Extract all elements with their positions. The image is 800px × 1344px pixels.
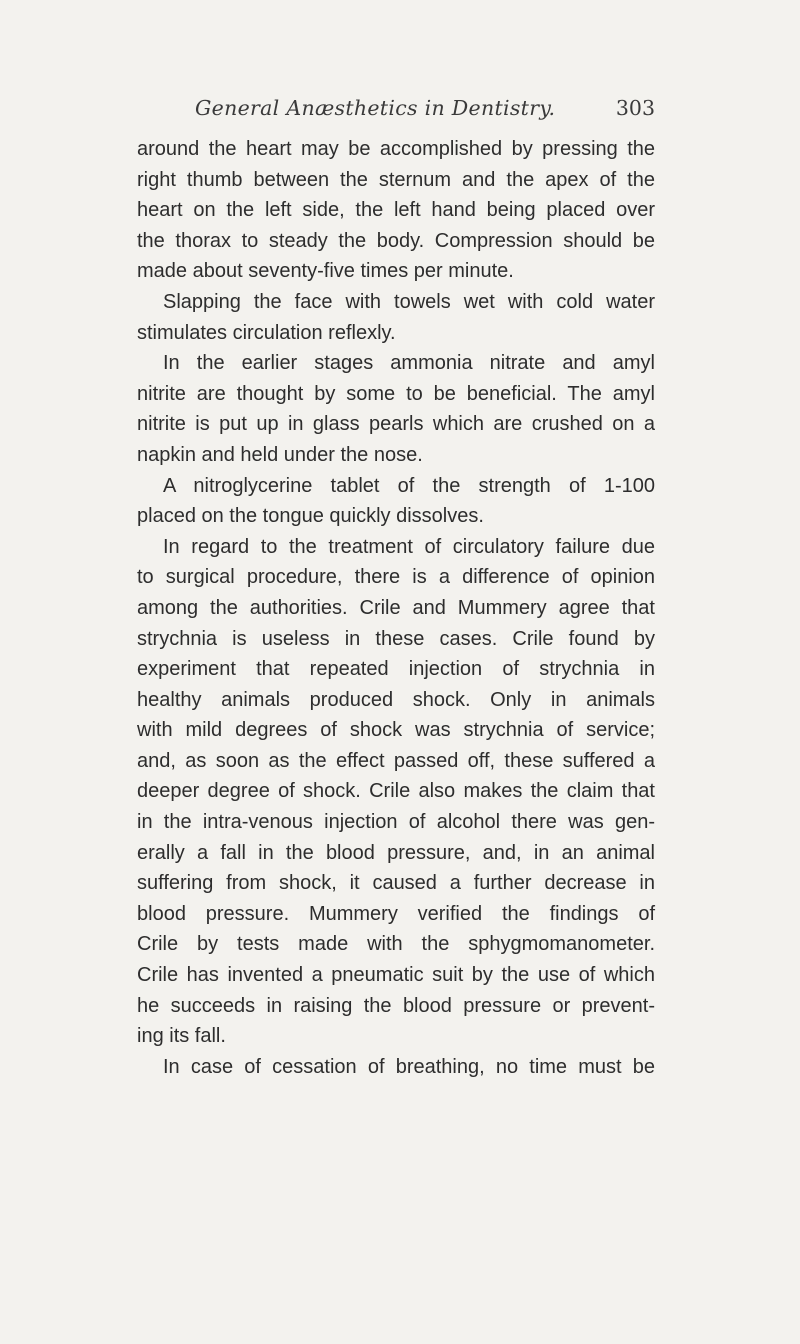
text-line: nitrite is put up in glass pearls which are crushed on a [137, 413, 655, 436]
text-line: experiment that repeated injection of strychnia in [137, 658, 655, 681]
text-line: deeper degree of shock. Crile also makes the claim that [137, 780, 655, 803]
text-line: strychnia is useless in these cases. Crile found by [137, 627, 655, 650]
text-line: around the heart may be accomplished by pressing the [137, 138, 655, 160]
running-title: General Anæsthetics in Dentistry. [195, 96, 556, 120]
text-line: Slapping the face with towels wet with cold water [163, 290, 655, 313]
text-line: In the earlier stages ammonia nitrate and amyl [163, 352, 655, 375]
text-line: suffering from shock, it caused a further decrease in [137, 872, 655, 895]
text-line: ing its fall. [137, 1025, 226, 1048]
text-line: in the intra-venous injection of alcohol there was gen- [137, 811, 655, 834]
text-line: Crile has invented a pneumatic suit by the use of which [137, 964, 655, 987]
text-line: right thumb between the sternum and the apex of the [137, 168, 655, 191]
text-line: napkin and held under the nose. [137, 443, 423, 466]
text-line: Crile by tests made with the sphygmomanometer. [137, 933, 655, 956]
body-text [137, 134, 655, 1082]
text-line: erally a fall in the blood pressure, and, in an animal [137, 841, 655, 864]
text-line: among the authorities. Crile and Mummery agree that [137, 596, 655, 619]
text-line: to surgical procedure, there is a difference of opinion [137, 566, 655, 589]
text-line: stimulates circulation reflexly. [137, 321, 396, 344]
text-line: In regard to the treatment of circulatory failure due [163, 535, 655, 558]
text-line: made about seventy-five times per minute. [137, 260, 514, 283]
text-line: and, as soon as the effect passed off, these suffered a [137, 749, 655, 772]
text-line: with mild degrees of shock was strychnia of service; [137, 719, 655, 742]
text-line: heart on the left side, the left hand being placed over [137, 199, 655, 222]
running-head [195, 96, 655, 124]
text-line: he succeeds in raising the blood pressure or prevent- [137, 994, 655, 1017]
text-line: placed on the tongue quickly dissolves. [137, 505, 484, 528]
text-line: the thorax to steady the body. Compression should be [137, 229, 655, 252]
text-line: A nitroglycerine tablet of the strength of 1-100 [163, 474, 655, 497]
text-line: In case of cessation of breathing, no time must be [163, 1055, 655, 1078]
page-number: 303 [615, 96, 655, 120]
text-line: healthy animals produced shock. Only in animals [137, 688, 655, 711]
text-line: blood pressure. Mummery verified the findings of [137, 902, 655, 925]
text-line: nitrite are thought by some to be beneficial. The amyl [137, 382, 655, 405]
